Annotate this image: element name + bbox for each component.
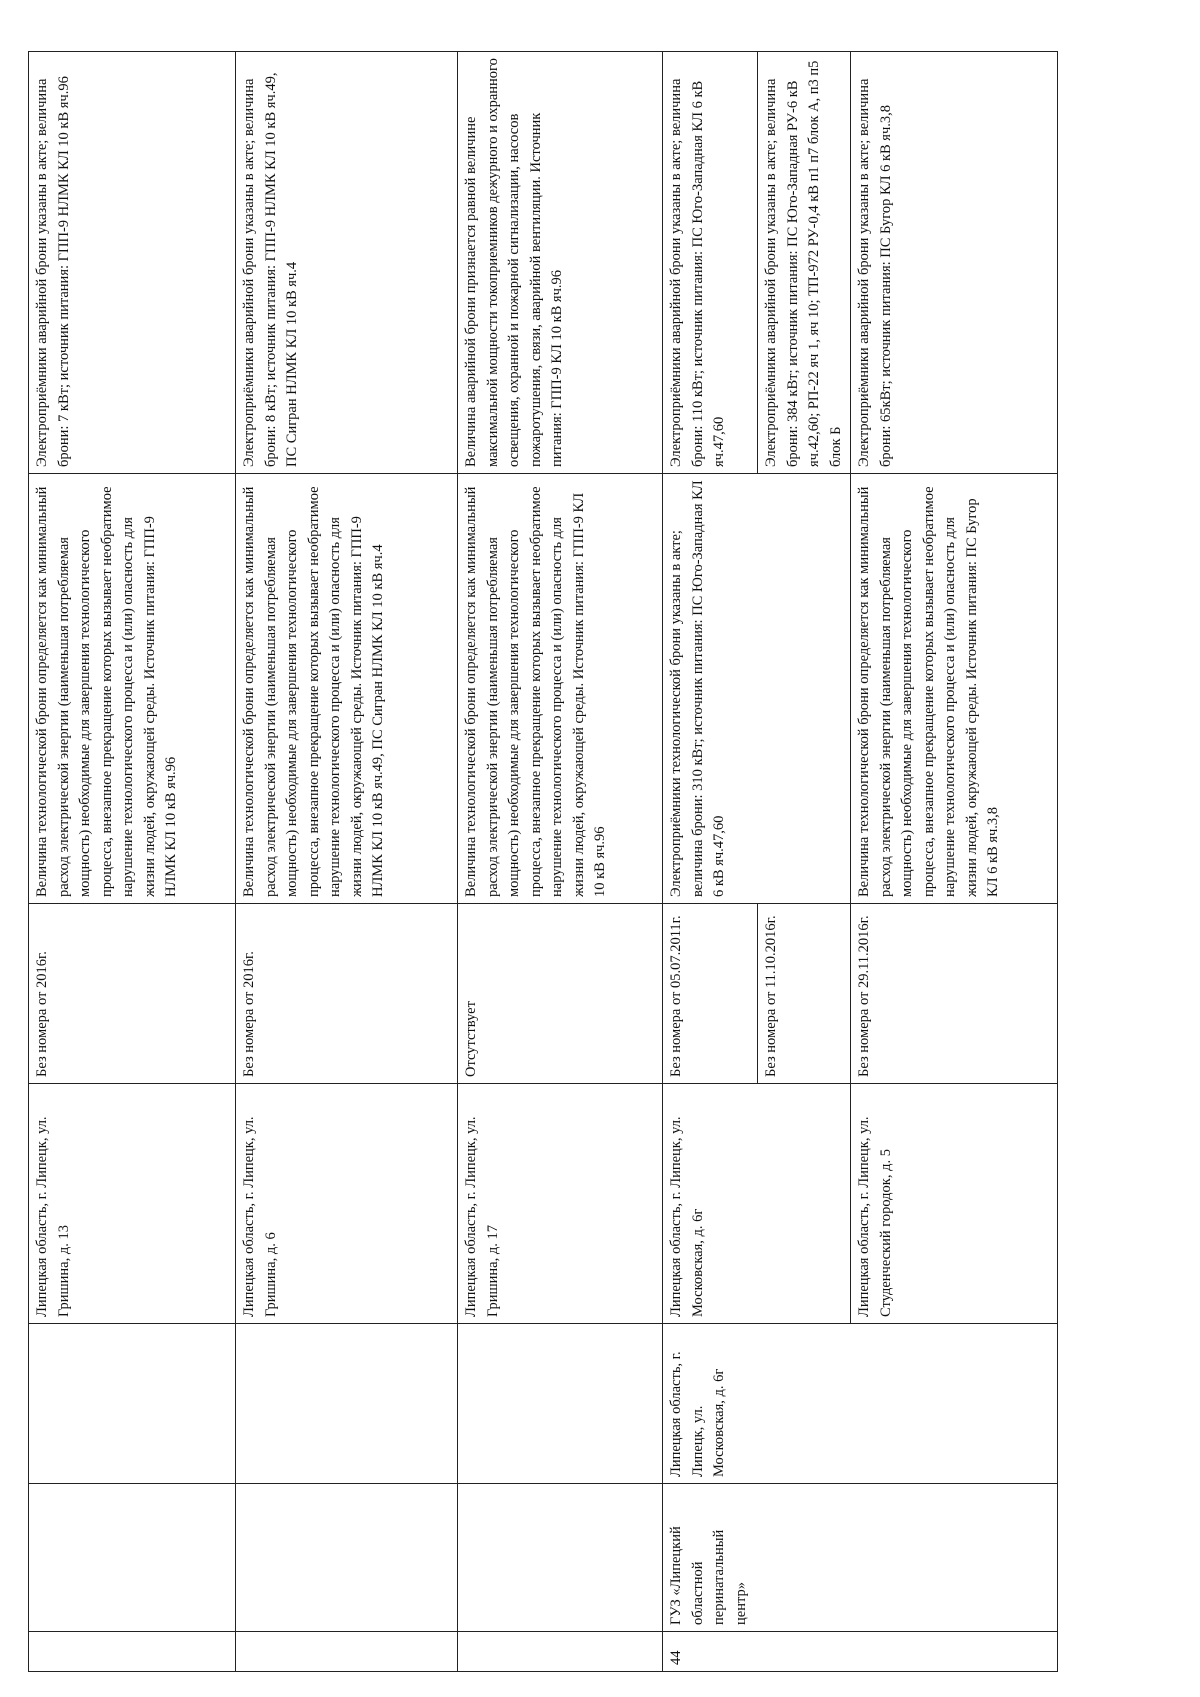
row-number xyxy=(236,1632,458,1672)
technological-reserve: Электроприёмники технологической брони указаны в акте; величина брони: 310 кВт; источник питания: ПС Юго-Западная КЛ 6 кВ яч.47,60 xyxy=(663,474,851,904)
technological-reserve: Величина технологической брони определяется как минимальный расход электрической энергии (наименьшая потребляемая мощность) необходимые для завершения технологического процесса, внезапное прекращение которых вызывает необратимое нарушение технологического процесса и (или) опасность для жизни людей, окружающей среды. Источник питания: ПС Бугор КЛ 6 кВ яч.3,8 xyxy=(851,474,1058,904)
table-row xyxy=(663,52,758,1672)
emergency-reserve: Электроприёмники аварийной брони указаны в акте; величина брони: 110 кВт; источник питания: ПС Юго-Западная КЛ 6 кВ яч.47,60 xyxy=(663,52,758,474)
row-number xyxy=(29,1632,236,1672)
rotated-document-page xyxy=(28,52,1168,1672)
organization-address xyxy=(29,1324,236,1484)
row-number: 44 xyxy=(663,1632,1058,1672)
reservation-act: Без номера от 11.10.2016г. xyxy=(758,904,851,1084)
reservation-act: Без номера от 2016г. xyxy=(236,904,458,1084)
reservation-act: Без номера от 2016г. xyxy=(29,904,236,1084)
emergency-reserve: Электроприёмники аварийной брони указаны в акте; величина брони: 65кВт; источник питания: ПС Бугор КЛ 6 кВ яч.3,8 xyxy=(851,52,1058,474)
organization-name xyxy=(236,1484,458,1632)
reservation-act: Отсутствует xyxy=(458,904,663,1084)
organization-name xyxy=(29,1484,236,1632)
organization-name xyxy=(458,1484,663,1632)
row-number xyxy=(458,1632,663,1672)
emergency-reserve: Электроприёмники аварийной брони указаны в акте; величина брони: 8 кВт; источник питания: ГПП-9 НЛМК КЛ 10 кВ яч.49, ПС Сигран НЛМК КЛ 10 кВ яч.4 xyxy=(236,52,458,474)
reservation-act: Без номера от 29.11.2016г. xyxy=(851,904,1058,1084)
object-address: Липецкая область, г. Липецк, ул. Гришина, д. 6 xyxy=(236,1084,458,1324)
table-row xyxy=(29,52,236,1672)
technological-reserve: Величина технологической брони определяется как минимальный расход электрической энергии (наименьшая потребляемая мощность) необходимые для завершения технологического процесса, внезапное прекращение которых вызывает необратимое нарушение технологического процесса и (или) опасность для жизни людей, окружающей среды. Источник питания: ГПП-9 КЛ 10 кВ яч.96 xyxy=(458,474,663,904)
organization-address: Липецкая область, г. Липецк, ул. Московская, д. 6г xyxy=(663,1324,1058,1484)
object-address: Липецкая область, г. Липецк, ул. Студенческий городок, д. 5 xyxy=(851,1084,1058,1324)
organization-address xyxy=(236,1324,458,1484)
object-address: Липецкая область, г. Липецк, ул. Московская, д. 6г xyxy=(663,1084,851,1324)
table-row xyxy=(458,52,663,1672)
reservation-act: Без номера от 05.07.2011г. xyxy=(663,904,758,1084)
organization-address xyxy=(458,1324,663,1484)
organization-name: ГУЗ «Липецкий областной перинатальный центр» xyxy=(663,1484,1058,1632)
emergency-reserve: Электроприёмники аварийной брони указаны в акте; величина брони: 7 кВт; источник питания: ГПП-9 НЛМК КЛ 10 кВ яч.96 xyxy=(29,52,236,474)
object-address: Липецкая область, г. Липецк, ул. Гришина, д. 13 xyxy=(29,1084,236,1324)
technological-reserve: Величина технологической брони определяется как минимальный расход электрической энергии (наименьшая потребляемая мощность) необходимые для завершения технологического процесса, внезапное прекращение которых вызывает необратимое нарушение технологического процесса и (или) опасность для жизни людей, окружающей среды. Источник питания: ГПП-9 НЛМК КЛ 10 кВ яч.96 xyxy=(29,474,236,904)
emergency-reserve: Электроприёмники аварийной брони указаны в акте; величина брони: 384 кВт; источник питания: ПС Юго-Западная РУ-6 кВ яч.42,60; РП-22 яч 1, яч 10; ТП-972 РУ-0,4 кВ п1 п7 блок А, п3 п5 блок Б xyxy=(758,52,851,474)
object-address: Липецкая область, г. Липецк, ул. Гришина, д. 17 xyxy=(458,1084,663,1324)
table-row xyxy=(236,52,458,1672)
reservation-table xyxy=(28,51,1058,1672)
technological-reserve: Величина технологической брони определяется как минимальный расход электрической энергии (наименьшая потребляемая мощность) необходимые для завершения технологического процесса, внезапное прекращение которых вызывает необратимое нарушение технологического процесса и (или) опасность для жизни людей, окружающей среды. Источник питания: ГПП-9 НЛМК КЛ 10 кВ яч.49, ПС Сигран НЛМК КЛ 10 кВ яч.4 xyxy=(236,474,458,904)
emergency-reserve: Величина аварийной брони признается равной величине максимальной мощности токоприемников дежурного и охранного освещения, охранной и пожарной сигнализации, насосов пожаротушения, связи, аварийной вентиляции. Источник питания: ГПП-9 КЛ 10 кВ яч.96 xyxy=(458,52,663,474)
